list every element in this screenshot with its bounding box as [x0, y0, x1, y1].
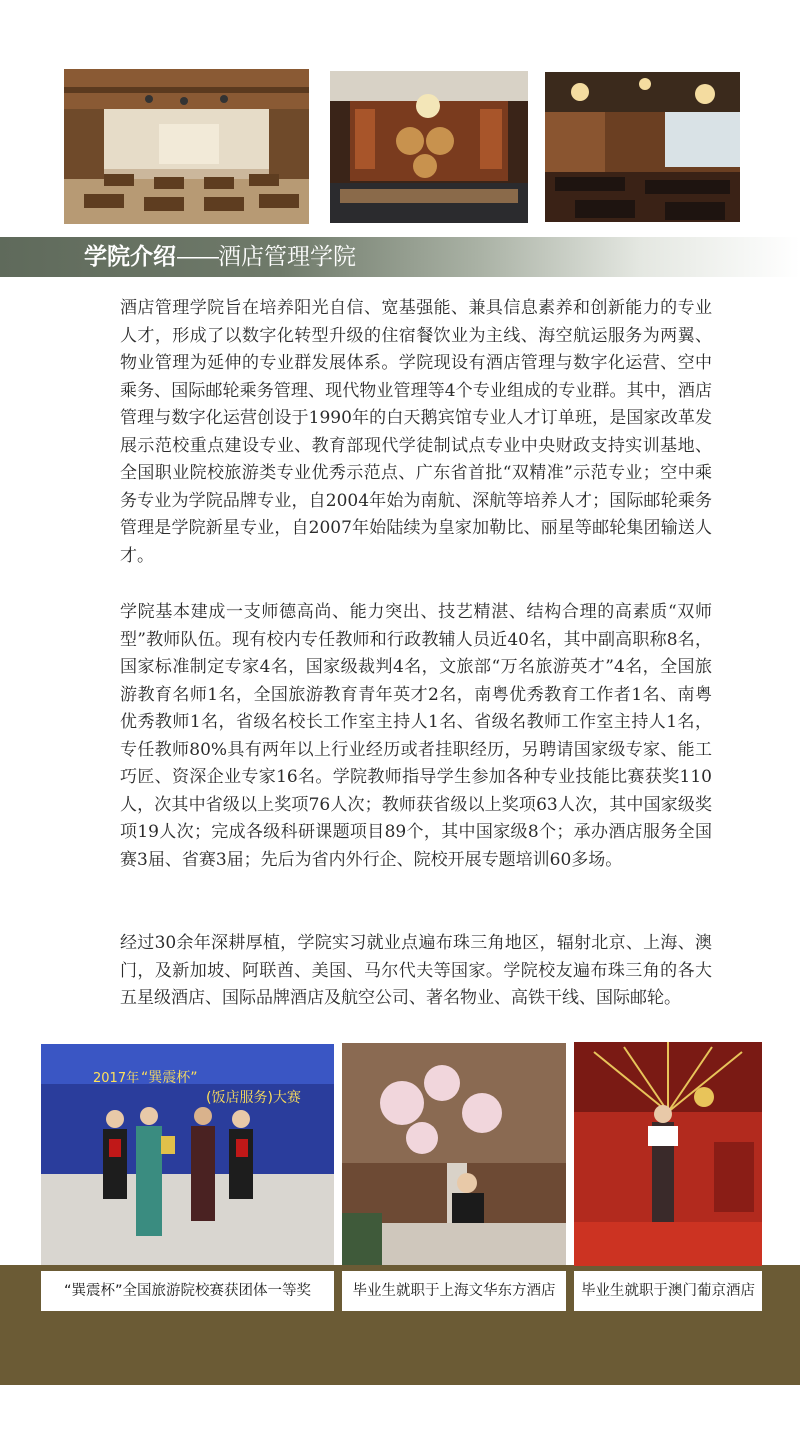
classroom-restaurant-photo [64, 69, 309, 224]
caption-competition: “巽震杯”全国旅游院校赛获团体一等奖 [41, 1271, 334, 1311]
section-title-sub: 酒店管理学院 [218, 244, 356, 270]
shanghai-hotel-photo [342, 1043, 566, 1265]
caption-shanghai: 毕业生就职于上海文华东方酒店 [342, 1271, 566, 1311]
section-title-main: 学院介绍 [84, 244, 176, 270]
banner-event: (饭店服务)大赛 [206, 1090, 301, 1106]
macau-hotel-photo [574, 1042, 762, 1266]
paragraph-faculty: 学院基本建成一支师德高尚、能力突出、技艺精湛、结构合理的高素质“双师型”教师队伍。现有校内专任教师和行政教辅人员近40名，其中副高职称8名，国家标准制定专家4名，国家级裁判4名，文旅部“万名旅游英才”4名，全国旅游教育名师1名，全国旅游教育青年英才2名，南粤优秀教育工作者1名、南粤优秀教师1名，省级名校长工作室主持人1名、省级名教师工作室主持人1名，专任教师80%具有两年以上行业经历或者挂职经历，另聘请国家级专家、能工巧匠、资深企业专家16名。学院教师指导学生参加各种专业技能比赛获奖110人，次其中省级以上奖项76人次；教师获省级以上奖项63人次，其中国家级奖项19人次；完成各级科研课题项目89个，其中国家级8个；承办酒店服务全国赛3届、省赛3届；先后为省内外行企、院校开展专题培训60多场。 [120, 602, 713, 870]
paragraph-overview: 酒店管理学院旨在培养阳光自信、宽基强能、兼具信息素养和创新能力的专业人才，形成了以数字化转型升级的住宿餐饮业为主线、海空航运服务为两翼、物业管理为延伸的专业群发展体系。学院现设有酒店管理与数字化运营、空中乘务、国际邮轮乘务管理、现代物业管理等4个专业组成的专业群。其中，酒店管理与数字化运营创设于1990年的白天鹅宾馆专业人才订单班，是国家改革发展示范校重点建设专业、教育部现代学徒制试点专业中央财政支持实训基地、全国职业院校旅游类专业优秀示范点、广东省首批“双精准”示范专业；空中乘务专业为学院品牌专业，自2004年始为南航、深航等培养人才；国际邮轮乘务管理是学院新星专业，自2007年始陆续为皇家加勒比、丽星等邮轮集团输送人才。 [120, 298, 712, 566]
paragraph-employment: 经过30余年深耕厚植，学院实习就业点遍布珠三角地区，辐射北京、上海、澳门，及新加坡、阿联酋、美国、马尔代夫等国家。学院校友遍布珠三角的各大五星级酒店、国际品牌酒店及航空公司、著名物业、高铁干线、国际邮轮。 [120, 933, 712, 1008]
caption-macau: 毕业生就职于澳门葡京酒店 [574, 1271, 762, 1311]
section-header-band [0, 237, 800, 277]
competition-award-photo [41, 1044, 334, 1265]
dining-hall-photo [545, 72, 740, 222]
bar-training-room-photo [330, 71, 528, 223]
section-title-dash: —— [176, 244, 218, 270]
section-title [84, 237, 356, 277]
banner-year: 2017年 [93, 1071, 140, 1086]
banner-cup: “巽震杯” [141, 1070, 198, 1086]
